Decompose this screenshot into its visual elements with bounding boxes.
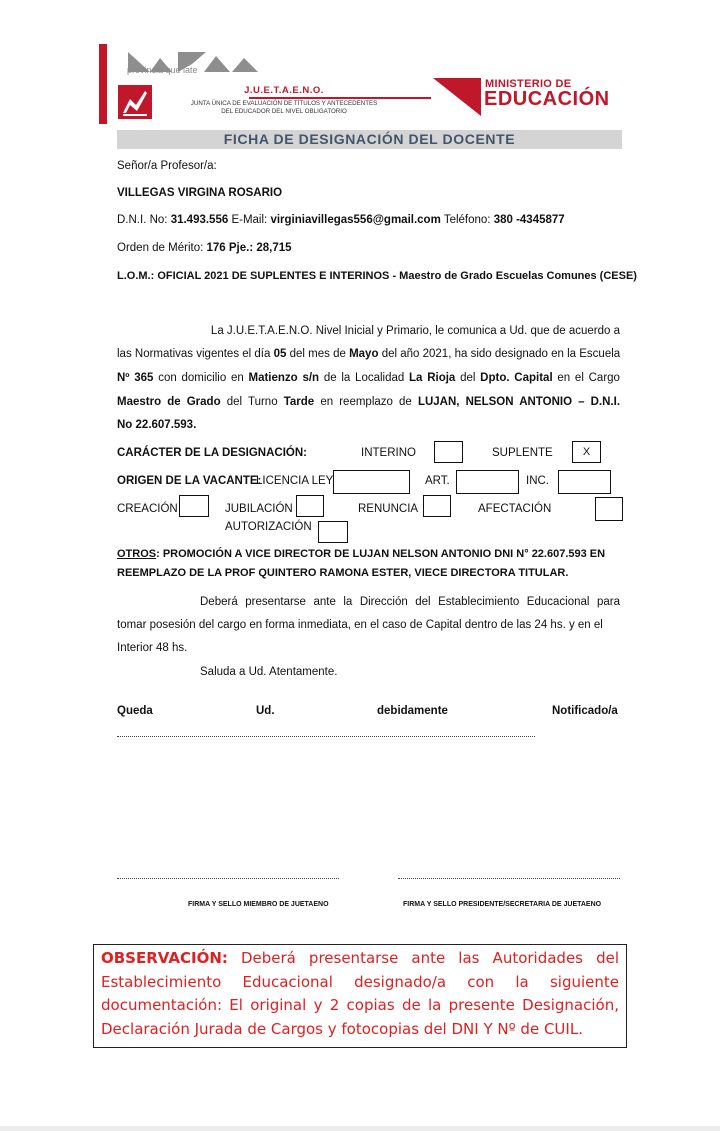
creacion-label: CREACIÓN [117,503,178,515]
lom-line: L.O.M.: OFICIAL 2021 DE SUPLENTES E INTERINOS - Maestro de Grado Escuelas Comunes (CESE) [117,270,637,282]
page-title: FICHA DE DESIGNACIÓN DEL DOCENTE [223,131,516,147]
inc-field[interactable] [558,470,611,494]
notified-word-1: Queda [117,705,153,717]
school-number: Nº 365 [117,372,154,384]
merit-order: 176 [206,242,226,254]
header [99,42,621,124]
inc-label: INC. [526,475,549,487]
merit-line [117,241,620,255]
suplente-label: SUPLENTE [492,447,553,459]
body-text: las Normativas vigentes el día [117,348,271,360]
afectacion-checkbox[interactable] [595,497,623,521]
header-left-bar [99,44,107,124]
school-locality: La Rioja [409,372,456,384]
notified-signature-line [117,736,535,737]
position-name: Maestro de Grado [117,396,221,408]
vacancy-label: ORIGEN DE LA VACANTE: [117,475,262,487]
autorizacion-label: AUTORIZACIÓN [225,521,312,533]
body-text: en el Cargo [557,372,620,384]
observation-text [101,947,619,1041]
art-label: ART. [425,475,450,487]
ministry-line2: EDUCACIÓN [484,88,610,110]
org-acronym: J.U.E.T.A.E.N.O. [244,85,324,96]
header-divider-left [249,97,431,99]
jubilacion-label: JUBILACIÓN [225,503,293,515]
shift-name: Tarde [283,396,315,408]
notified-word-3: debidamente [377,705,448,717]
school-department: Dpto. Capital [480,372,553,384]
phone-value: 380 -4345877 [493,214,565,226]
art-field[interactable] [456,470,519,494]
email-label: E-Mail: [231,214,268,226]
otros-line-1 [117,547,620,561]
merit-label: Orden de Mérito: [117,242,204,254]
signature-label-right: FIRMA Y SELLO PRESIDENTE/SECRETARIA DE JUETAENO [403,901,602,908]
org-fullname-line2: DEL EDUCADOR DEL NIVEL OBLIGATORIO [221,108,347,115]
interino-checkbox[interactable] [434,441,463,463]
ministry-triangle-icon [433,78,481,118]
renuncia-checkbox[interactable] [423,495,451,517]
suplente-mark: X [582,446,591,458]
licencia-label: LICENCIA LEY [256,475,334,487]
ministry-line1: MINISTERIO DE [485,78,572,90]
observation-body: Deberá presentarse ante las Autoridades del Establecimiento Educacional designado/a con la siguiente documentación: El original y 2 copias de la presente Designación, Declaración Jurada de Cargos y fotocopias del DNI Y Nº de CUIL. [101,949,619,1038]
suplente-checkbox[interactable] [572,441,601,463]
greeting: Señor/a Profesor/a: [117,160,217,172]
creacion-checkbox[interactable] [179,495,209,517]
email-value: virginiavillegas556@gmail.com [270,214,441,226]
observation-label: OBSERVACIÓN: [101,949,228,967]
body-text: de la Localidad [323,372,405,384]
body-text: con domicilio en [158,372,244,384]
body-text: del [460,372,476,384]
body-text: del mes de [289,348,346,360]
dni-value: 31.493.556 [170,214,229,226]
dni-label: D.N.I. No: [117,214,168,226]
id-line [117,213,620,227]
school-address: Matienzo s/n [248,372,320,384]
presentation-line-1: Deberá presentarse ante la Dirección del Establecimiento Educacional para [200,596,620,608]
replaced-person: LUJAN, NELSON ANTONIO – D.N.I. [417,396,621,408]
replaced-dni: No 22.607.593. [117,419,197,431]
notified-word-4: Notificado/a [552,705,618,717]
signature-line-left [117,878,339,879]
observation-box [93,944,627,1048]
page-bottom-edge [0,1126,720,1131]
teacher-name: VILLEGAS VIRGINA ROSARIO [117,187,283,199]
body-line-2 [117,347,620,361]
org-fullname-line1: JUNTA ÚNICA DE EVALUACIÓN DE TÍTULOS Y ANTECEDENTES [190,100,378,107]
licencia-ley-field[interactable] [333,470,410,494]
otros-text-1: : PROMOCIÓN A VICE DIRECTOR DE LUJAN NELSON ANTONIO DNI N° 22.607.593 EN [156,548,606,560]
presentation-line-3: Interior 48 hs. [117,642,188,654]
afectacion-label: AFECTACIÓN [478,503,552,515]
juetaeno-logo-icon [118,85,152,119]
closing: Saluda a Ud. Atentamente. [200,666,338,678]
otros-label: OTROS [117,548,157,560]
province-tagline: provincia que late [127,65,198,75]
otros-line-2: REEMPLAZO DE LA PROF QUINTERO RAMONA ESTER, VIECE DIRECTORA TITULAR. [117,567,569,579]
interino-label: INTERINO [361,447,416,459]
body-text: en reemplazo de [320,396,412,408]
designation-label: CARÁCTER DE LA DESIGNACIÓN: [117,447,307,459]
body-line-4 [117,395,620,409]
signature-line-right [398,878,620,879]
phone-label: Teléfono: [443,214,491,226]
body-line-1: La J.U.E.T.A.E.N.O. Nivel Inicial y Primario, le comunica a Ud. que de acuerdo a [210,325,620,337]
designation-day: 05 [273,348,287,360]
notified-word-2: Ud. [256,705,275,717]
merit-score-label: Pje.: [228,242,254,254]
autorizacion-checkbox[interactable] [318,521,348,543]
body-text: del Turno [226,396,278,408]
jubilacion-checkbox[interactable] [296,495,324,517]
signature-label-left: FIRMA Y SELLO MIEMBRO DE JUETAENO [188,901,329,908]
presentation-line-2: tomar posesión del cargo en forma inmediata, en el caso de Capital dentro de las 24 hs. y en el [117,619,603,631]
merit-score: 28,715 [256,242,292,254]
body-text: del año 2021, ha sido designado en la Escuela [381,348,621,360]
designation-month: Mayo [349,348,379,360]
renuncia-label: RENUNCIA [358,503,419,515]
body-line-3 [117,371,620,385]
